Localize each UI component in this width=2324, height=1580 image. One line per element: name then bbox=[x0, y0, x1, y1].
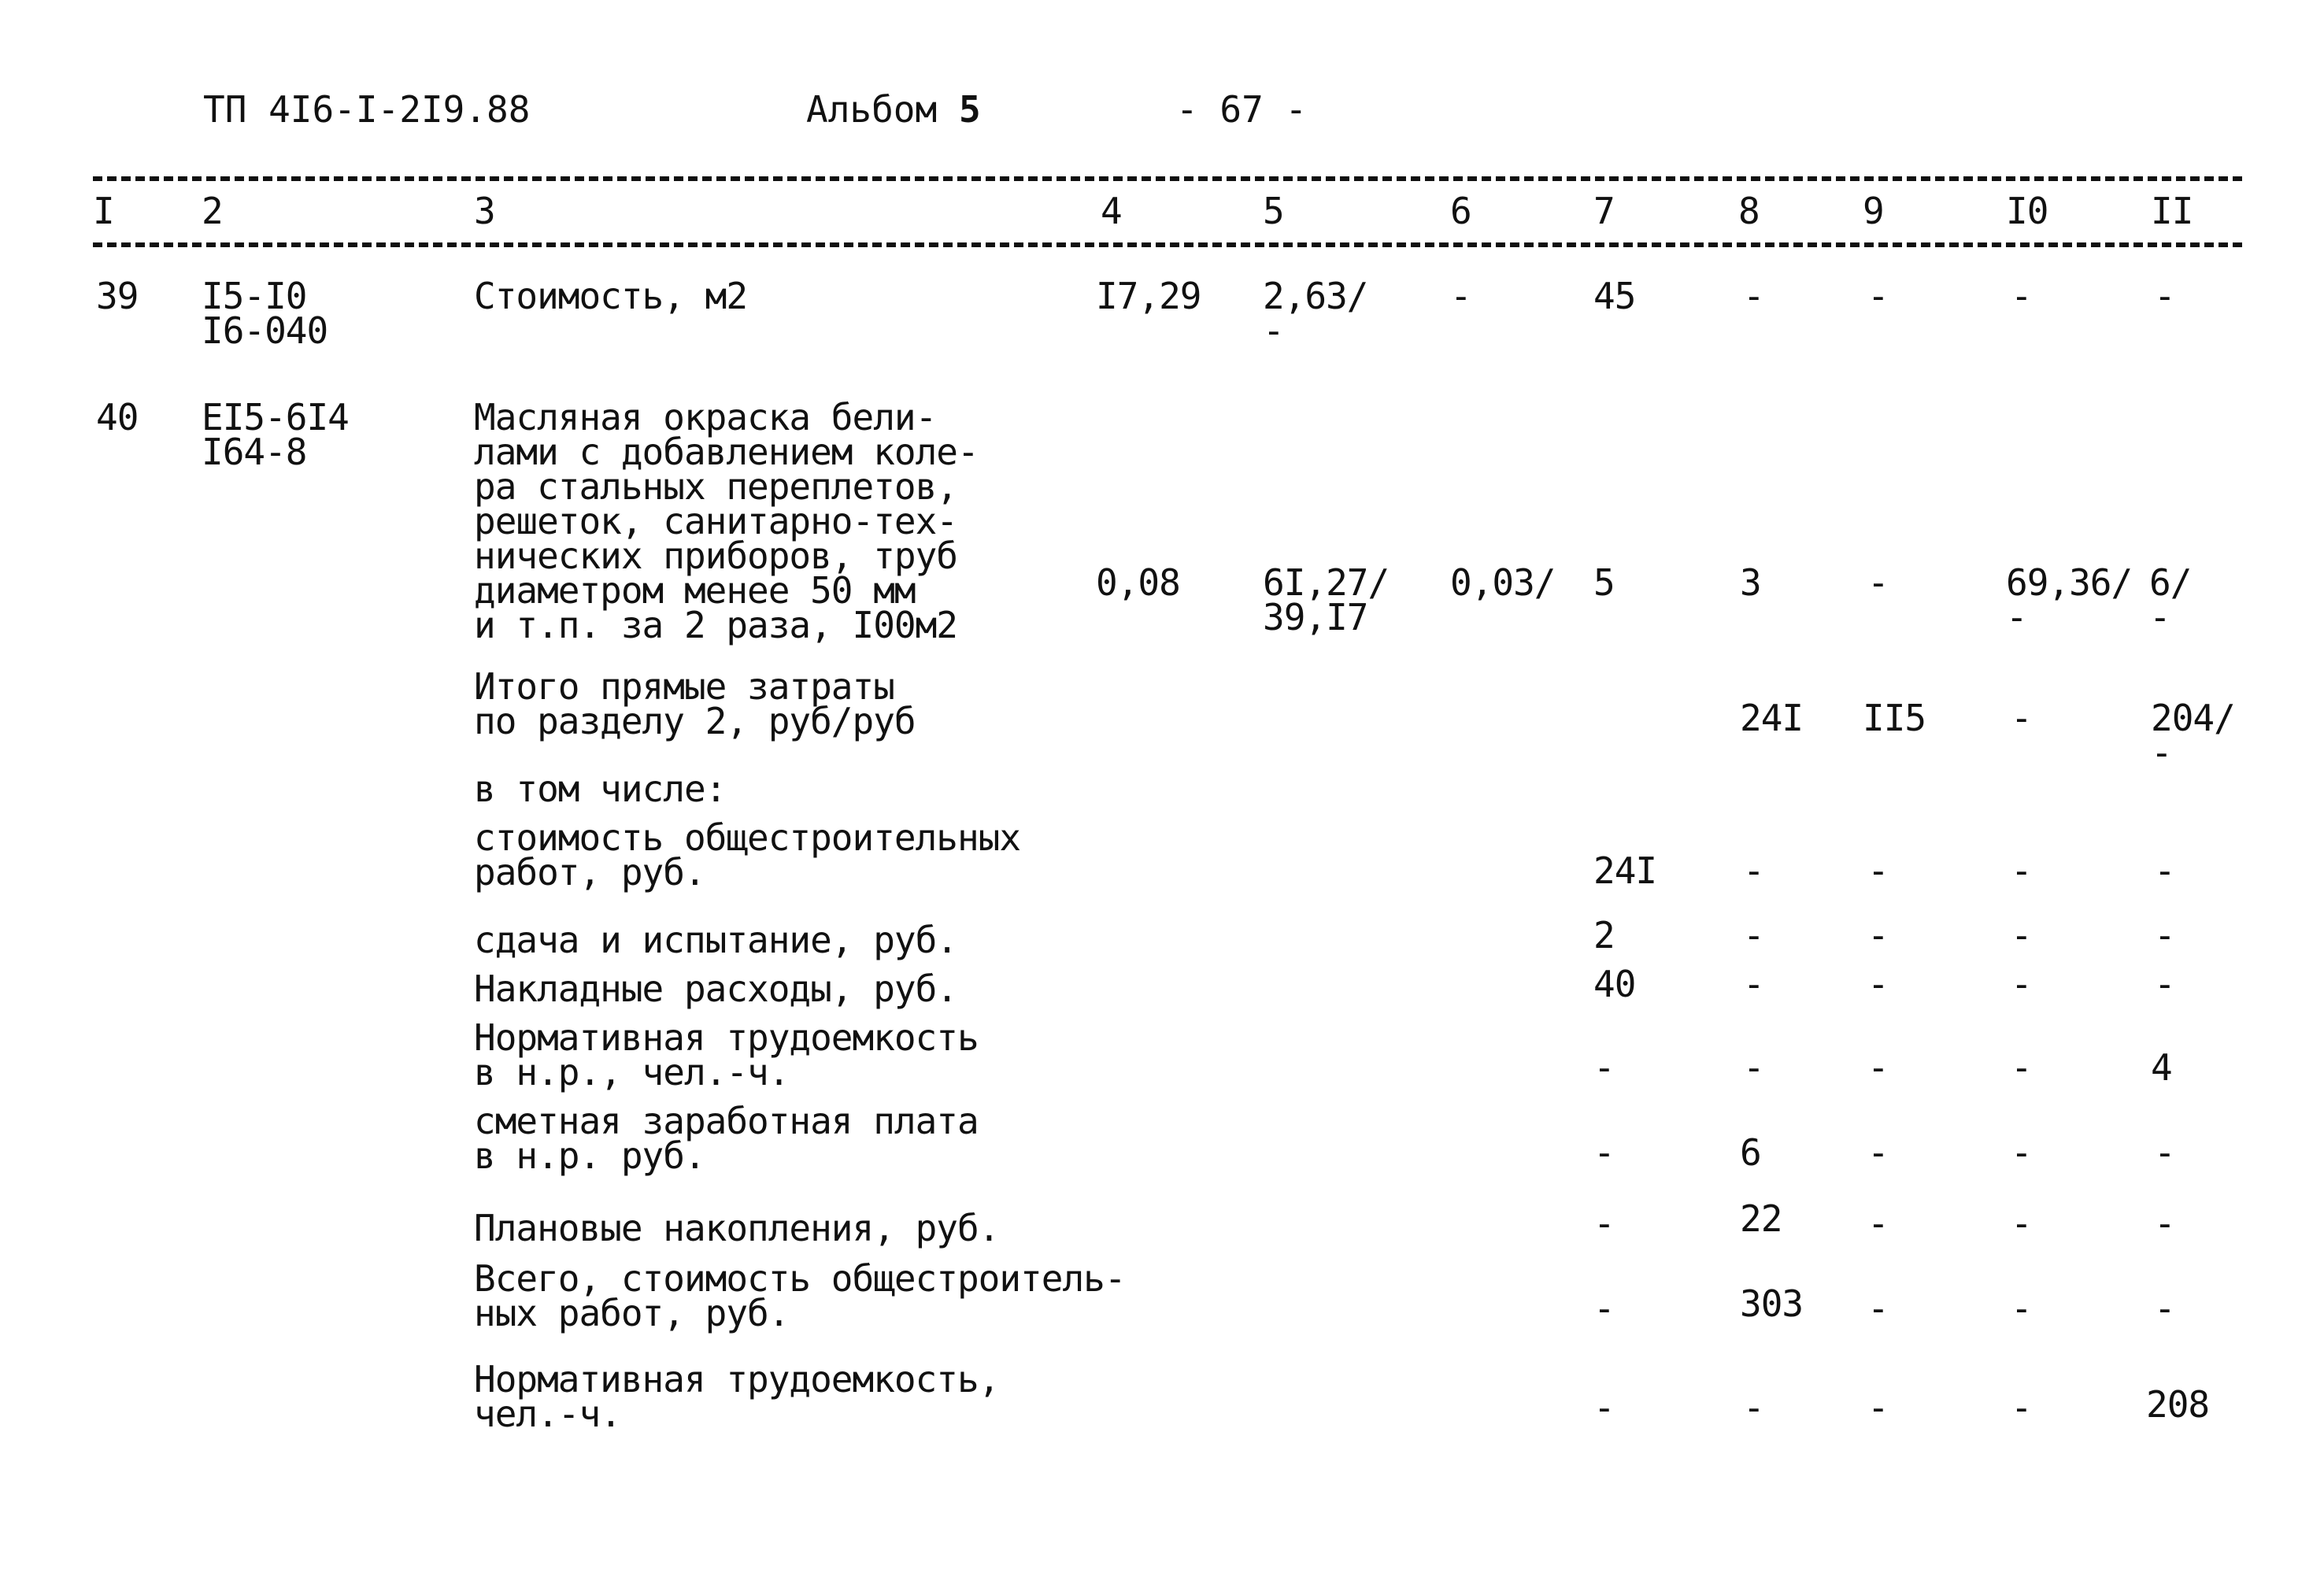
table-cell: 24I bbox=[1593, 849, 1657, 892]
table-cell: 5 bbox=[1593, 561, 1615, 604]
table-cell: I5-I0 I6-040 bbox=[202, 275, 328, 352]
table-cell: 6/ - bbox=[2149, 561, 2192, 638]
table-cell: сдача и испытание, руб. bbox=[474, 919, 957, 961]
table-cell: - bbox=[1743, 1046, 1764, 1089]
table-cell: 208 bbox=[2146, 1383, 2210, 1426]
table-cell: 6I,27/ 39,I7 bbox=[1263, 561, 1390, 638]
table-cell: - bbox=[2011, 1046, 2032, 1089]
table-top-rule bbox=[93, 176, 2242, 181]
table-cell: - bbox=[2154, 1287, 2175, 1330]
table-cell: - bbox=[1867, 1046, 1889, 1089]
table-cell: - bbox=[2154, 275, 2175, 317]
table-cell: - bbox=[2154, 963, 2175, 1005]
table-cell: I7,29 bbox=[1096, 275, 1201, 317]
page-number: - 67 - bbox=[1176, 88, 1308, 131]
table-cell: 3 bbox=[1740, 561, 1761, 604]
table-cell: - bbox=[2154, 914, 2175, 957]
table-cell: - bbox=[1867, 849, 1889, 892]
table-cell: EI5-6I4 I64-8 bbox=[202, 396, 349, 473]
table-cell: - bbox=[2011, 1131, 2032, 1174]
column-header-4: 4 bbox=[1101, 190, 1122, 232]
table-cell: 22 bbox=[1740, 1197, 1782, 1240]
column-header-6: 6 bbox=[1450, 190, 1471, 232]
table-cell: - bbox=[2011, 914, 2032, 957]
column-header-2: 2 bbox=[202, 190, 223, 232]
table-cell: - bbox=[1867, 561, 1889, 604]
table-cell: - bbox=[2154, 1131, 2175, 1174]
table-cell: 4 bbox=[2151, 1046, 2172, 1089]
document-code: ТП 4I6-I-2I9.88 bbox=[203, 88, 531, 131]
column-header-3: 3 bbox=[474, 190, 495, 232]
table-cell: - bbox=[1450, 275, 1471, 317]
table-cell: - bbox=[1593, 1202, 1615, 1245]
table-cell: Масляная окраска бели- лами с добавлением коле- ра стальных переплетов, решеток, санитарно-тех- нических приборов, труб диаметром менее 50 мм и т.п. за 2 раза, I00м2 bbox=[474, 396, 979, 646]
table-cell: - bbox=[1743, 963, 1764, 1005]
table-cell: 45 bbox=[1593, 275, 1636, 317]
table-cell: - bbox=[2011, 1287, 2032, 1330]
table-cell: - bbox=[2011, 697, 2032, 739]
table-cell: Стоимость, м2 bbox=[474, 275, 748, 317]
table-cell: 40 bbox=[96, 396, 139, 438]
table-cell: - bbox=[1743, 914, 1764, 957]
table-cell: Накладные расходы, руб. bbox=[474, 968, 957, 1010]
table-cell: 303 bbox=[1740, 1282, 1804, 1325]
table-cell: - bbox=[2011, 1386, 2032, 1429]
table-cell: 2,63/ - bbox=[1263, 275, 1368, 352]
table-cell: - bbox=[1593, 1046, 1615, 1089]
table-cell: - bbox=[1867, 1202, 1889, 1245]
table-cell: - bbox=[1743, 275, 1764, 317]
table-cell: - bbox=[1867, 914, 1889, 957]
table-cell: - bbox=[2011, 275, 2032, 317]
table-cell: 40 bbox=[1593, 963, 1636, 1005]
table-cell: - bbox=[1743, 1386, 1764, 1429]
table-cell: - bbox=[1867, 1386, 1889, 1429]
table-cell: 2 bbox=[1593, 914, 1615, 957]
table-cell: 6 bbox=[1740, 1131, 1761, 1174]
table-cell: - bbox=[1867, 1287, 1889, 1330]
table-cell: - bbox=[1593, 1386, 1615, 1429]
table-cell: - bbox=[2011, 849, 2032, 892]
table-cell: - bbox=[2154, 849, 2175, 892]
album-label: Альбом bbox=[806, 88, 938, 131]
table-cell: - bbox=[1867, 1131, 1889, 1174]
table-cell: II5 bbox=[1863, 697, 1926, 739]
table-cell: 0,03/ bbox=[1450, 561, 1556, 604]
column-header-1: I bbox=[93, 190, 114, 232]
table-cell: 24I bbox=[1740, 697, 1804, 739]
table-cell: 204/ - bbox=[2151, 697, 2235, 774]
table-cell: 39 bbox=[96, 275, 139, 317]
column-header-10: I0 bbox=[2006, 190, 2048, 232]
column-header-5: 5 bbox=[1263, 190, 1284, 232]
table-cell: 69,36/ - bbox=[2006, 561, 2133, 638]
table-header-rule bbox=[93, 242, 2242, 247]
table-cell: Плановые накопления, руб. bbox=[474, 1207, 1000, 1249]
table-cell: сметная заработная плата в н.р. руб. bbox=[474, 1100, 979, 1177]
table-cell: в том числе: bbox=[474, 768, 727, 810]
table-cell: Нормативная трудоемкость, чел.-ч. bbox=[474, 1358, 1000, 1435]
table-cell: Итого прямые затраты по разделу 2, руб/руб bbox=[474, 665, 916, 742]
table-cell: Всего, стоимость общестроитель- ных работ, руб. bbox=[474, 1257, 1126, 1334]
table-cell: - bbox=[1593, 1131, 1615, 1174]
table-cell: - bbox=[1593, 1287, 1615, 1330]
table-cell: - bbox=[1867, 963, 1889, 1005]
table-cell: 0,08 bbox=[1096, 561, 1180, 604]
column-header-8: 8 bbox=[1738, 190, 1760, 232]
album-number: 5 bbox=[959, 88, 981, 131]
table-cell: - bbox=[2154, 1202, 2175, 1245]
table-cell: - bbox=[1743, 849, 1764, 892]
column-header-7: 7 bbox=[1593, 190, 1615, 232]
table-cell: - bbox=[2011, 963, 2032, 1005]
table-cell: Нормативная трудоемкость в н.р., чел.-ч. bbox=[474, 1016, 979, 1093]
column-header-11: II bbox=[2151, 190, 2193, 232]
table-cell: - bbox=[2011, 1202, 2032, 1245]
table-cell: стоимость общестроительных работ, руб. bbox=[474, 816, 1021, 894]
table-cell: - bbox=[1867, 275, 1889, 317]
column-header-9: 9 bbox=[1863, 190, 1884, 232]
